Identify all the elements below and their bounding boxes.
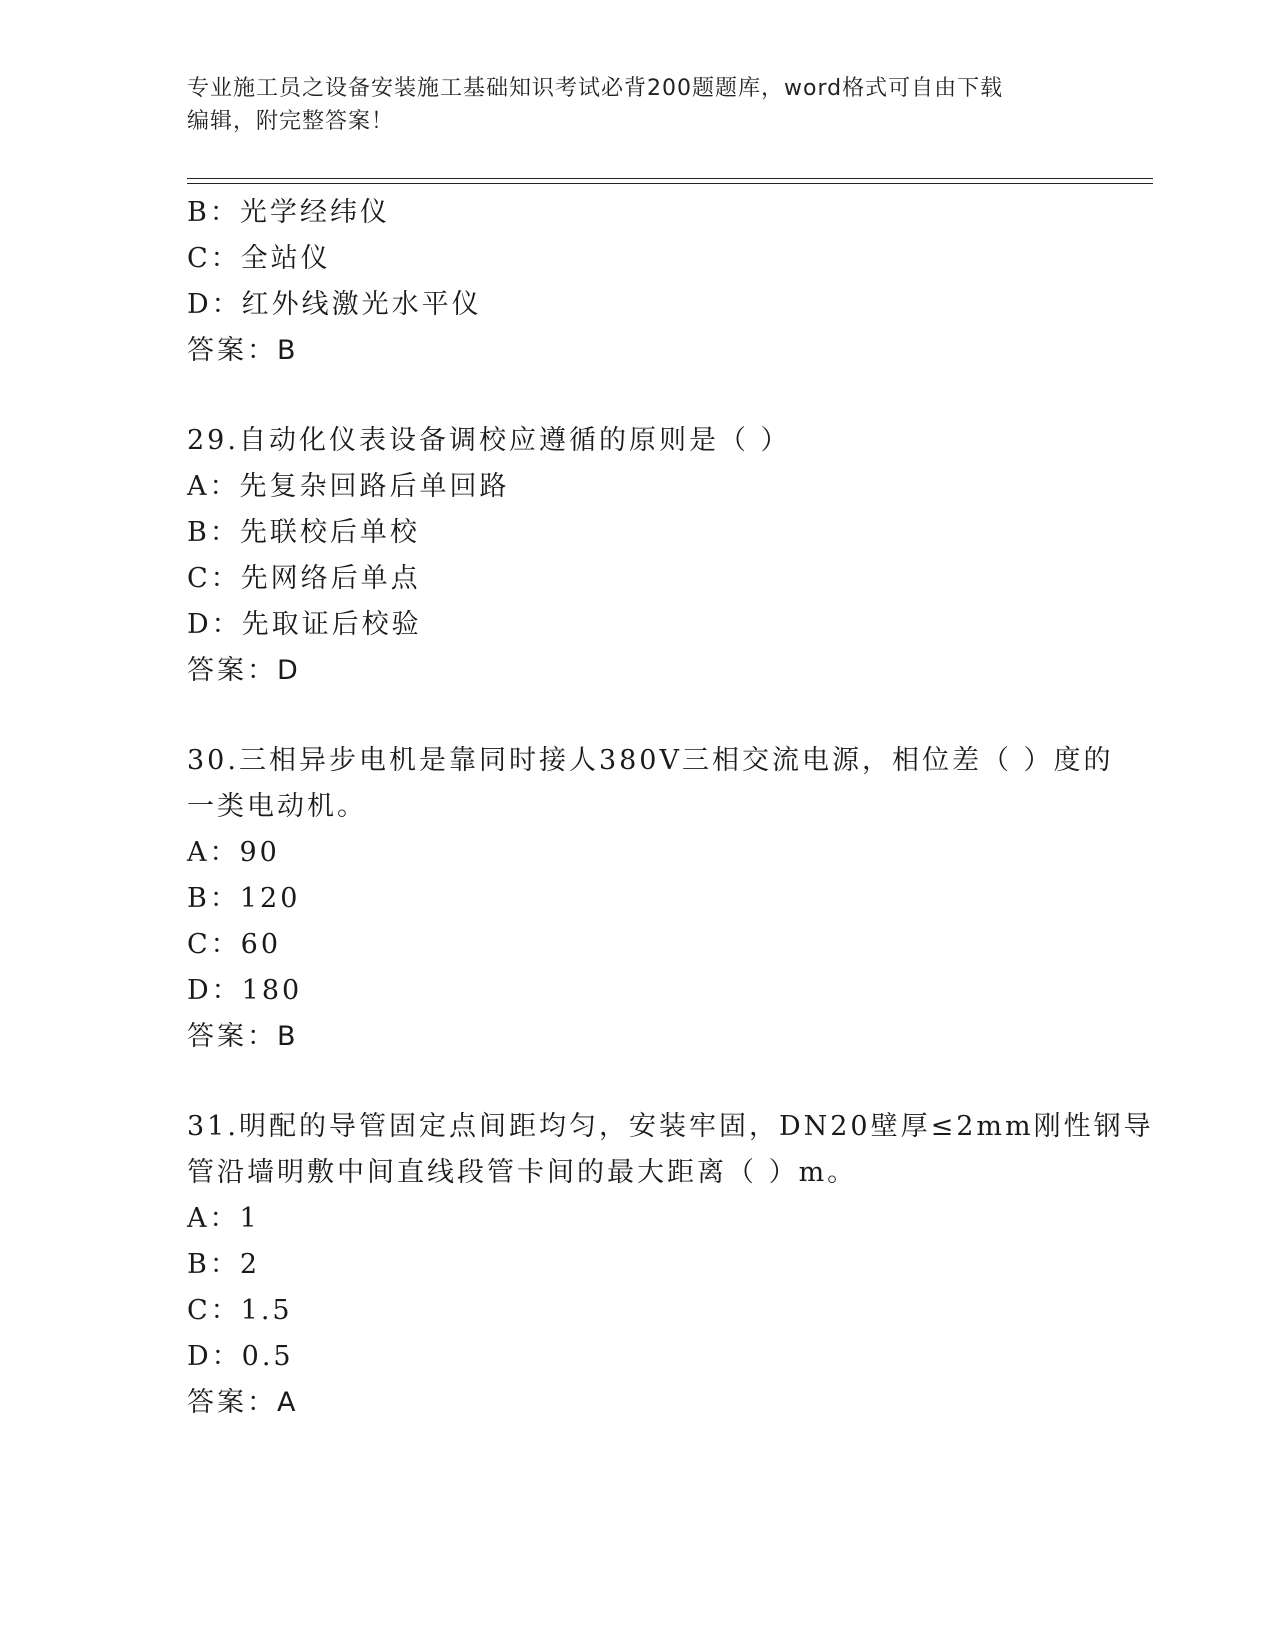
header-line-2: 编辑，附完整答案！ xyxy=(187,109,395,134)
question-text-line-1: 30.三相异步电机是靠同时接人380V三相交流电源，相位差（ ）度的 xyxy=(187,745,1114,776)
option-c: C：全站仪 xyxy=(187,243,331,274)
question-block-30 xyxy=(187,738,1114,1060)
option-d: D：180 xyxy=(187,975,303,1006)
header-divider-top xyxy=(187,178,1153,179)
page-header xyxy=(187,72,1087,138)
option-d: D：先取证后校验 xyxy=(187,609,422,640)
option-a: A：先复杂回路后单回路 xyxy=(187,471,510,502)
option-a: A：1 xyxy=(187,1203,260,1234)
question-block-29 xyxy=(187,418,1087,694)
spacer xyxy=(187,1060,1087,1104)
answer-line: 答案：B xyxy=(187,335,299,366)
question-block-31 xyxy=(187,1104,1154,1426)
header-line-1: 专业施工员之设备安装施工基础知识考试必背200题题库，word格式可自由下载 xyxy=(187,76,1004,101)
spacer xyxy=(187,374,1087,418)
option-b: B：120 xyxy=(187,883,301,914)
question-block-prev xyxy=(187,190,1087,374)
option-c: C：60 xyxy=(187,929,282,960)
option-c: C：1.5 xyxy=(187,1295,293,1326)
question-text-line-2: 管沿墙明敷中间直线段管卡间的最大距离（ ）m。 xyxy=(187,1157,858,1188)
spacer xyxy=(187,694,1087,738)
option-b: B：2 xyxy=(187,1249,261,1280)
question-text-line-2: 一类电动机。 xyxy=(187,791,367,822)
option-b: B：光学经纬仪 xyxy=(187,197,390,228)
answer-line: 答案：A xyxy=(187,1387,299,1418)
answer-line: 答案：D xyxy=(187,655,301,686)
option-b: B：先联校后单校 xyxy=(187,517,420,548)
question-text-line-1: 31.明配的导管固定点间距均匀，安装牢固，DN20壁厚≤2mm刚性钢导 xyxy=(187,1111,1154,1142)
option-c: C：先网络后单点 xyxy=(187,563,421,594)
question-text: 29.自动化仪表设备调校应遵循的原则是（ ） xyxy=(187,425,791,456)
header-divider-bottom xyxy=(187,183,1153,184)
answer-line: 答案：B xyxy=(187,1021,299,1052)
option-d: D：0.5 xyxy=(187,1341,294,1372)
question-content xyxy=(187,190,1154,1426)
option-a: A：90 xyxy=(187,837,280,868)
option-d: D：红外线激光水平仪 xyxy=(187,289,482,320)
